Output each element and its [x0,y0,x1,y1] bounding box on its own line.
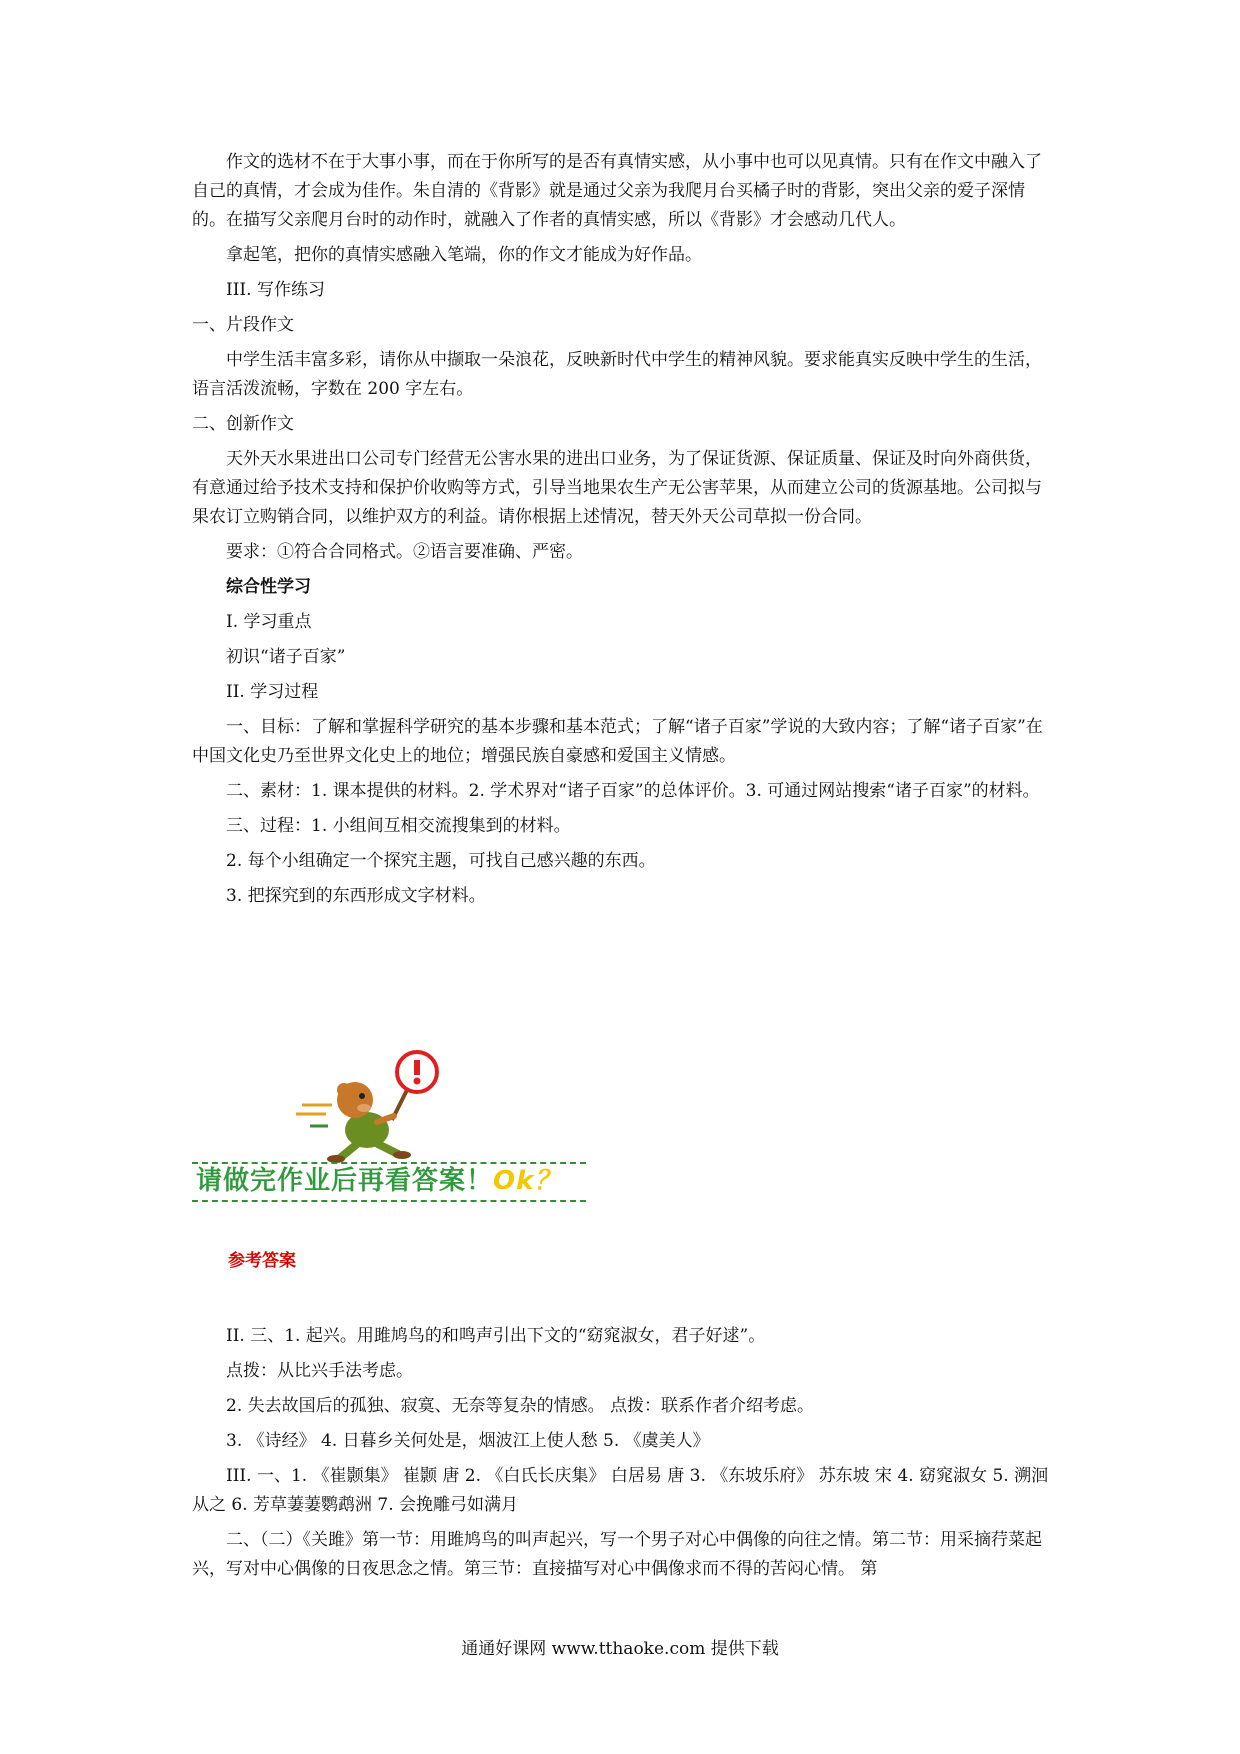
banner-reminder-text: 请做完作业后再看答案！ [196,1166,494,1196]
main-content [192,148,1054,917]
heading-writing-practice: III. 写作练习 [226,280,325,300]
answer-line: III. 一、1. 《崔颢集》 崔颢 唐 2. 《白氏长庆集》 白居易 唐 3. 《东坡乐府》 苏东坡 宋 4. 窈窕淑女 5. 溯洄从之 6. 芳草萋萋鹦鹉洲 7. 会挽雕弓如满月 [192,1466,1049,1515]
answers-section [192,1322,1054,1590]
heading-creative-essay: 二、创新作文 [192,414,294,434]
answer-line: II. 三、1. 起兴。用雎鸠鸟的和鸣声引出下文的“窈窕淑女，君子好逑”。 [226,1326,766,1346]
banner-ok-text: Ok？ [493,1166,562,1196]
paragraph-creative-task: 天外天水果进出口公司专门经营无公害水果的进出口业务，为了保证货源、保证质量、保证及时向外商供货，有意通过给予技术支持和保护价收购等方式，引导当地果农生产无公害苹果，从而建立公司的货源基地。公司拟与果农订立购销合同，以维护双方的利益。请你根据上述情况，替天外天公司草拟一份合同。 [192,449,1042,527]
paragraph-process-3: 3. 把探究到的东西形成文字材料。 [226,886,486,906]
heading-fragment-essay: 一、片段作文 [192,315,294,335]
heading-comprehensive-study: 综合性学习 [226,577,311,597]
heading-study-focus: Ⅰ. 学习重点 [226,612,312,632]
page-footer: 通通好课网 www.tthaoke.com 提供下载 [461,1639,779,1659]
reference-answers-title: 参考答案 [228,1251,296,1271]
paragraph-topic: 作文的选材不在于大事小事，而在于你所写的是否有真情实感，从小事中也可以见真情。只有在作文中融入了自己的真情，才会成为佳作。朱自清的《背影》就是通过父亲为我爬月台买橘子时的背影，突出父亲的爱子深情的。在描写父亲爬月台时的动作时，就融入了作者的真情实感，所以《背影》才会感动几代人。 [192,152,1042,230]
heading-study-process: II. 学习过程 [226,682,319,702]
running-mascot-illustration [192,1050,586,1164]
answer-line: 2. 失去故国后的孤独、寂寞、无奈等复杂的情感。 点拨：联系作者介绍考虑。 [226,1396,815,1416]
banner-text [196,1164,561,1198]
answer-line: 二、（二）《关雎》第一节：用雎鸠鸟的叫声起兴，写一个男子对心中偶像的向往之情。第二节：用采摘荇菜起兴，写对中心偶像的日夜思念之情。第三节：直接描写对心中偶像求而不得的苦闷心情。 第 [192,1530,1042,1579]
answer-line: 3. 《诗经》 4. 日暮乡关何处是，烟波江上使人愁 5. 《虞美人》 [226,1431,710,1451]
paragraph-requirements: 要求：①符合合同格式。②语言要准确、严密。 [226,542,583,562]
paragraph-study-focus: 初识“诸子百家” [226,647,346,667]
paragraph-advice: 拿起笔，把你的真情实感融入笔端，你的作文才能成为好作品。 [226,245,702,265]
homework-reminder-banner [192,1050,586,1202]
paragraph-goal: 一、目标：了解和掌握科学研究的基本步骤和基本范式；了解“诸子百家”学说的大致内容；了解“诸子百家”在中国文化史乃至世界文化史上的地位；增强民族自豪感和爱国主义情感。 [192,717,1043,766]
answer-line: 点拨：从比兴手法考虑。 [226,1361,413,1381]
paragraph-materials: 二、素材：1. 课本提供的材料。2. 学术界对“诸子百家”的总体评价。3. 可通过网站搜索“诸子百家”的材料。 [226,781,1040,801]
paragraph-fragment-task: 中学生活丰富多彩，请你从中撷取一朵浪花，反映新时代中学生的精神风貌。要求能真实反映中学生的生活，语言活泼流畅，字数在 200 字左右。 [192,350,1042,399]
paragraph-process-2: 2. 每个小组确定一个探究主题，可找自己感兴趣的东西。 [226,851,656,871]
paragraph-process-1: 三、过程：1. 小组间互相交流搜集到的材料。 [226,816,571,836]
